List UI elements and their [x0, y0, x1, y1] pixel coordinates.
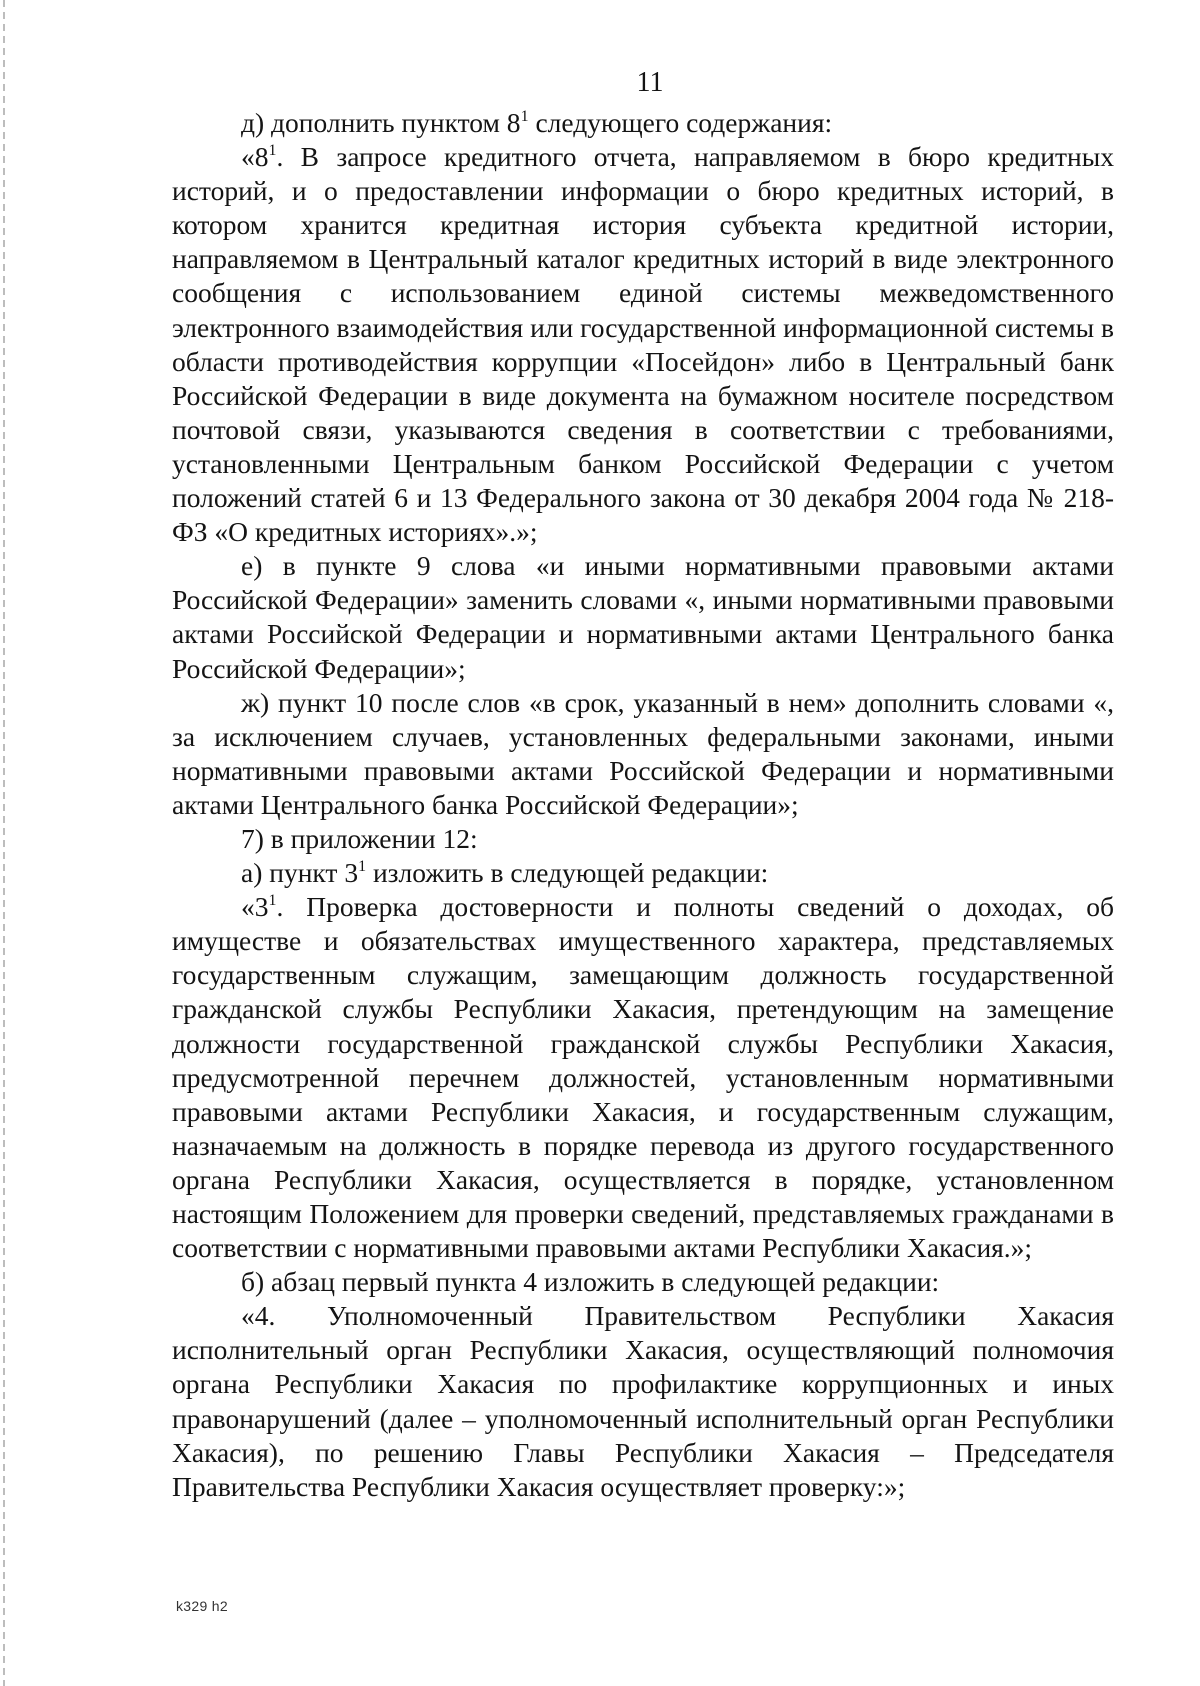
paragraph-4: «4. Уполномоченный Правительством Республики Хакасия исполнительный орган Республики Хакасия, осуществляющий полномочия органа Республики Хакасия по профилактике коррупционных и иных правонарушений (далее – уполномоченный исполнительный орган Республики Хакасия), по решению Главы Республики Хакасия – Председателя Правительства Республики Хакасия осуществляет проверку:»;	[172, 1300, 1114, 1502]
document-body	[172, 106, 1114, 1504]
paragraph-8-1-text-start: «8	[241, 141, 269, 173]
paragraph-e: е) в пункте 9 слова «и иными нормативными правовыми актами Российской Федерации» заменить словами «, иными нормативными правовыми актами Российской Федерации и нормативными актами Центрального банка Российской Федерации»;	[172, 550, 1114, 684]
paragraph-a-superscript: 1	[358, 858, 367, 876]
paragraph-3-1	[172, 890, 1114, 1265]
paragraph-d	[172, 106, 1114, 140]
footer-document-code: k329 h2	[176, 1598, 228, 1614]
paragraph-a-text-end: изложить в следующей редакции:	[366, 857, 769, 889]
scan-left-edge	[3, 0, 5, 1686]
paragraph-3-1-text-end: . Проверка достоверности и полноты сведений о доходах, об имуществе и обязательствах имущественного характера, представляемых государственным служащим, замещающим должность государственной гражданской службы Республики Хакасия, претендующим на замещение должности государственной гражданской службы Республики Хакасия, предусмотренной перечнем должностей, установленным нормативными правовыми актами Республики Хакасия, и государственным служащим, назначаемым на должность в порядке перевода из другого государственного органа Республики Хакасия, осуществляется в порядке, установленном настоящим Положением для проверки сведений, представляемых гражданами в соответствии с нормативными правовыми актами Республики Хакасия.»;	[172, 891, 1114, 1264]
paragraph-8-1-superscript: 1	[268, 142, 277, 160]
paragraph-b: б) абзац первый пункта 4 изложить в следующей редакции:	[241, 1266, 940, 1298]
paragraph-8-1-text-end: . В запросе кредитного отчета, направляемом в бюро кредитных историй, и о предоставлении информации о бюро кредитных историй, в котором хранится кредитная история субъекта кредитной истории, направляемом в Центральный каталог кредитных историй в виде электронного сообщения с использованием единой системы межведомственного электронного взаимодействия или государственной информационной системы в области противодействия коррупции «Посейдон» либо в Центральный банк Российской Федерации в виде документа на бумажном носителе посредством почтовой связи, указываются сведения в соответствии с требованиями, установленными Центральным банком Российской Федерации с учетом положений статей 6 и 13 Федерального закона от 30 декабря 2004 года № 218-ФЗ «О кредитных историях».»;	[172, 141, 1114, 548]
paragraph-a	[172, 856, 1114, 890]
paragraph-3-1-superscript: 1	[268, 892, 277, 910]
paragraph-7: 7) в приложении 12:	[241, 822, 478, 854]
paragraph-a-text-start: а) пункт 3	[241, 857, 359, 889]
page-number: 11	[636, 67, 664, 98]
paragraph-8-1	[172, 140, 1114, 549]
paragraph-d-superscript: 1	[520, 108, 529, 125]
paragraph-3-1-text-start: «3	[241, 891, 269, 923]
paragraph-d-text-end: следующего содержания:	[528, 107, 833, 138]
paragraph-zh: ж) пункт 10 после слов «в срок, указанный в нем» дополнить словами «, за исключением случаев, установленных федеральными законами, иными нормативными правовыми актами Российской Федерации и нормативными актами Центрального банка Российской Федерации»;	[172, 686, 1114, 820]
paragraph-d-text-start: д) дополнить пунктом 8	[241, 107, 521, 138]
